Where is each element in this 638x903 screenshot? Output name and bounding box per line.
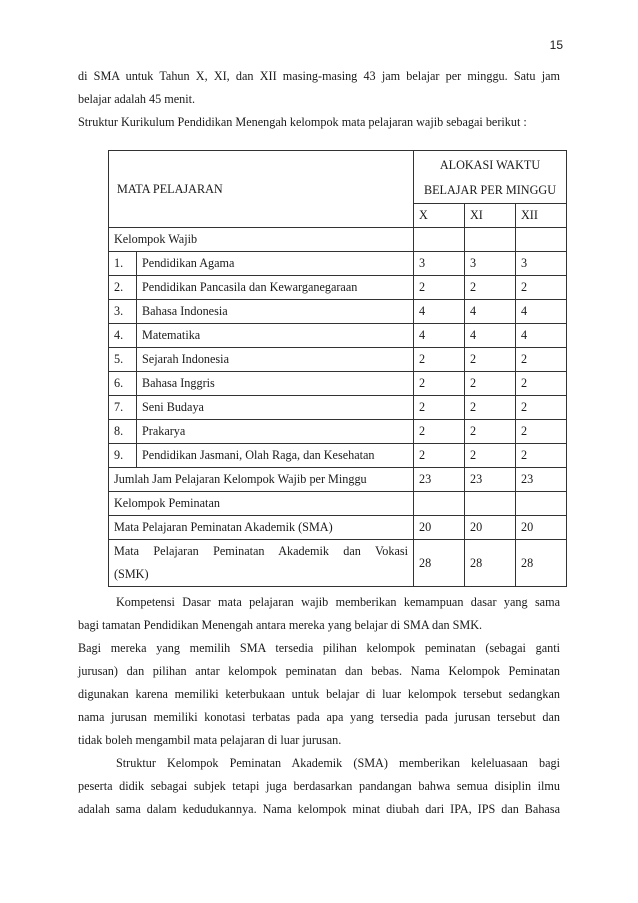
subject-hours-xi: 2	[465, 444, 516, 468]
intro-line-1: di SMA untuk Tahun X, XI, dan XII masing-masing 43 jam belajar per minggu. Satu jam	[78, 69, 560, 83]
subject-hours-xi: 2	[465, 348, 516, 372]
subject-hours-x: 2	[414, 420, 465, 444]
subject-name: Pendidikan Pancasila dan Kewarganegaraan	[137, 276, 414, 300]
subject-hours-xi: 4	[465, 300, 516, 324]
subject-number: 6.	[109, 372, 137, 396]
table-row	[109, 300, 567, 324]
total-label: Jumlah Jam Pelajaran Kelompok Wajib per Minggu	[109, 468, 414, 492]
subject-hours-x: 3	[414, 252, 465, 276]
subject-hours-xi: 4	[465, 324, 516, 348]
body-p3-line-3: adalah sama dalam kedudukannya. Nama kelompok minat diubah dari IPA, IPS dan Bahasa	[78, 802, 560, 816]
body-p3-line-1: Struktur Kelompok Peminatan Akademik (SMA) memberikan keleluasaan bagi	[116, 756, 560, 770]
header-allocation-line-1: ALOKASI WAKTU	[439, 158, 541, 172]
subject-hours-xi: 2	[465, 396, 516, 420]
header-allocation-line-2: BELAJAR PER MINGGU	[423, 183, 557, 197]
subject-hours-xii: 4	[516, 324, 567, 348]
peminatan-sma-xi: 20	[465, 516, 516, 540]
peminatan-smk-label-1: Mata Pelajaran Peminatan Akademik dan Vokasi	[114, 544, 408, 558]
subject-hours-xii: 2	[516, 420, 567, 444]
intro-paragraph	[78, 65, 560, 134]
table-row	[109, 372, 567, 396]
body-p2-line-1: Bagi mereka yang memilih SMA tersedia pilihan kelompok peminatan (sebagai ganti	[78, 641, 560, 655]
subject-number: 7.	[109, 396, 137, 420]
total-xii: 23	[516, 468, 567, 492]
table-row	[109, 444, 567, 468]
subject-rows	[109, 252, 567, 468]
subject-number: 2.	[109, 276, 137, 300]
subject-hours-xi: 2	[465, 372, 516, 396]
group-wajib-row	[109, 228, 567, 252]
grade-xi-header: XI	[465, 204, 516, 228]
empty-cell	[516, 492, 567, 516]
empty-cell	[414, 228, 465, 252]
table-row	[109, 276, 567, 300]
subject-name: Matematika	[137, 324, 414, 348]
subject-name: Pendidikan Jasmani, Olah Raga, dan Kesehatan	[137, 444, 414, 468]
intro-line-3: Struktur Kurikulum Pendidikan Menengah kelompok mata pelajaran wajib sebagai berikut :	[78, 115, 527, 129]
table-row	[109, 348, 567, 372]
group-peminatan-label: Kelompok Peminatan	[109, 492, 414, 516]
body-p2-line-3: digunakan karena memiliki keterbukaan untuk belajar di luar kelompok tersebut sedangkan	[78, 687, 560, 701]
subject-hours-x: 2	[414, 396, 465, 420]
subject-hours-x: 2	[414, 372, 465, 396]
subject-name: Bahasa Inggris	[137, 372, 414, 396]
peminatan-smk-xii: 28	[516, 540, 567, 587]
subject-hours-xii: 2	[516, 444, 567, 468]
peminatan-smk-label-2: (SMK)	[114, 567, 149, 581]
body-p2-line-5: tidak boleh mengambil mata pelajaran di luar jurusan.	[78, 733, 342, 747]
peminatan-smk-label	[109, 540, 414, 587]
table-row	[109, 396, 567, 420]
subject-hours-x: 4	[414, 324, 465, 348]
subject-name: Seni Budaya	[137, 396, 414, 420]
body-text	[78, 591, 560, 821]
header-subject: MATA PELAJARAN	[109, 151, 414, 228]
body-p1-line-1: Kompetensi Dasar mata pelajaran wajib memberikan kemampuan dasar yang sama	[116, 595, 560, 609]
total-xi: 23	[465, 468, 516, 492]
subject-number: 1.	[109, 252, 137, 276]
subject-number: 8.	[109, 420, 137, 444]
body-p1-line-2: bagi tamatan Pendidikan Menengah antara mereka yang belajar di SMA dan SMK.	[78, 618, 483, 632]
peminatan-sma-label: Mata Pelajaran Peminatan Akademik (SMA)	[109, 516, 414, 540]
subject-hours-x: 2	[414, 444, 465, 468]
peminatan-smk-xi: 28	[465, 540, 516, 587]
intro-line-2: belajar adalah 45 menit.	[78, 92, 196, 106]
table-row	[109, 420, 567, 444]
empty-cell	[465, 228, 516, 252]
header-allocation	[414, 151, 567, 204]
subject-hours-xi: 2	[465, 420, 516, 444]
subject-hours-xii: 3	[516, 252, 567, 276]
subject-number: 4.	[109, 324, 137, 348]
subject-hours-xi: 3	[465, 252, 516, 276]
peminatan-sma-row	[109, 516, 567, 540]
subject-name: Bahasa Indonesia	[137, 300, 414, 324]
body-p3-line-2: peserta didik sebagai subjek tetapi juga berdasarkan pandangan bahwa semua disiplin ilmu	[78, 779, 560, 793]
grade-x-header: X	[414, 204, 465, 228]
subject-number: 9.	[109, 444, 137, 468]
subject-hours-xii: 2	[516, 348, 567, 372]
table-header-row	[109, 151, 567, 204]
group-peminatan-row	[109, 492, 567, 516]
total-x: 23	[414, 468, 465, 492]
subject-name: Sejarah Indonesia	[137, 348, 414, 372]
subject-name: Prakarya	[137, 420, 414, 444]
subject-hours-xii: 2	[516, 372, 567, 396]
empty-cell	[465, 492, 516, 516]
subject-hours-x: 4	[414, 300, 465, 324]
grade-xii-header: XII	[516, 204, 567, 228]
subject-hours-x: 2	[414, 348, 465, 372]
group-wajib-label: Kelompok Wajib	[109, 228, 414, 252]
subject-hours-xii: 2	[516, 276, 567, 300]
subject-hours-xii: 2	[516, 396, 567, 420]
body-p2-line-4: nama jurusan memiliki konotasi terbatas pada apa yang tersedia pada jurusan tersebut dan	[78, 710, 560, 724]
body-p2-line-2: jurusan) dan pilihan antar kelompok peminatan dan bebas. Nama Kelompok Peminatan	[78, 664, 560, 678]
table-row	[109, 252, 567, 276]
empty-cell	[414, 492, 465, 516]
subject-hours-xi: 2	[465, 276, 516, 300]
peminatan-sma-x: 20	[414, 516, 465, 540]
total-row	[109, 468, 567, 492]
table-row	[109, 324, 567, 348]
peminatan-smk-x: 28	[414, 540, 465, 587]
peminatan-smk-row	[109, 540, 567, 587]
empty-cell	[516, 228, 567, 252]
subject-name: Pendidikan Agama	[137, 252, 414, 276]
subject-number: 3.	[109, 300, 137, 324]
subject-number: 5.	[109, 348, 137, 372]
subject-hours-x: 2	[414, 276, 465, 300]
peminatan-sma-xii: 20	[516, 516, 567, 540]
subject-hours-xii: 4	[516, 300, 567, 324]
page-number: 15	[549, 38, 563, 52]
curriculum-table	[108, 150, 567, 587]
